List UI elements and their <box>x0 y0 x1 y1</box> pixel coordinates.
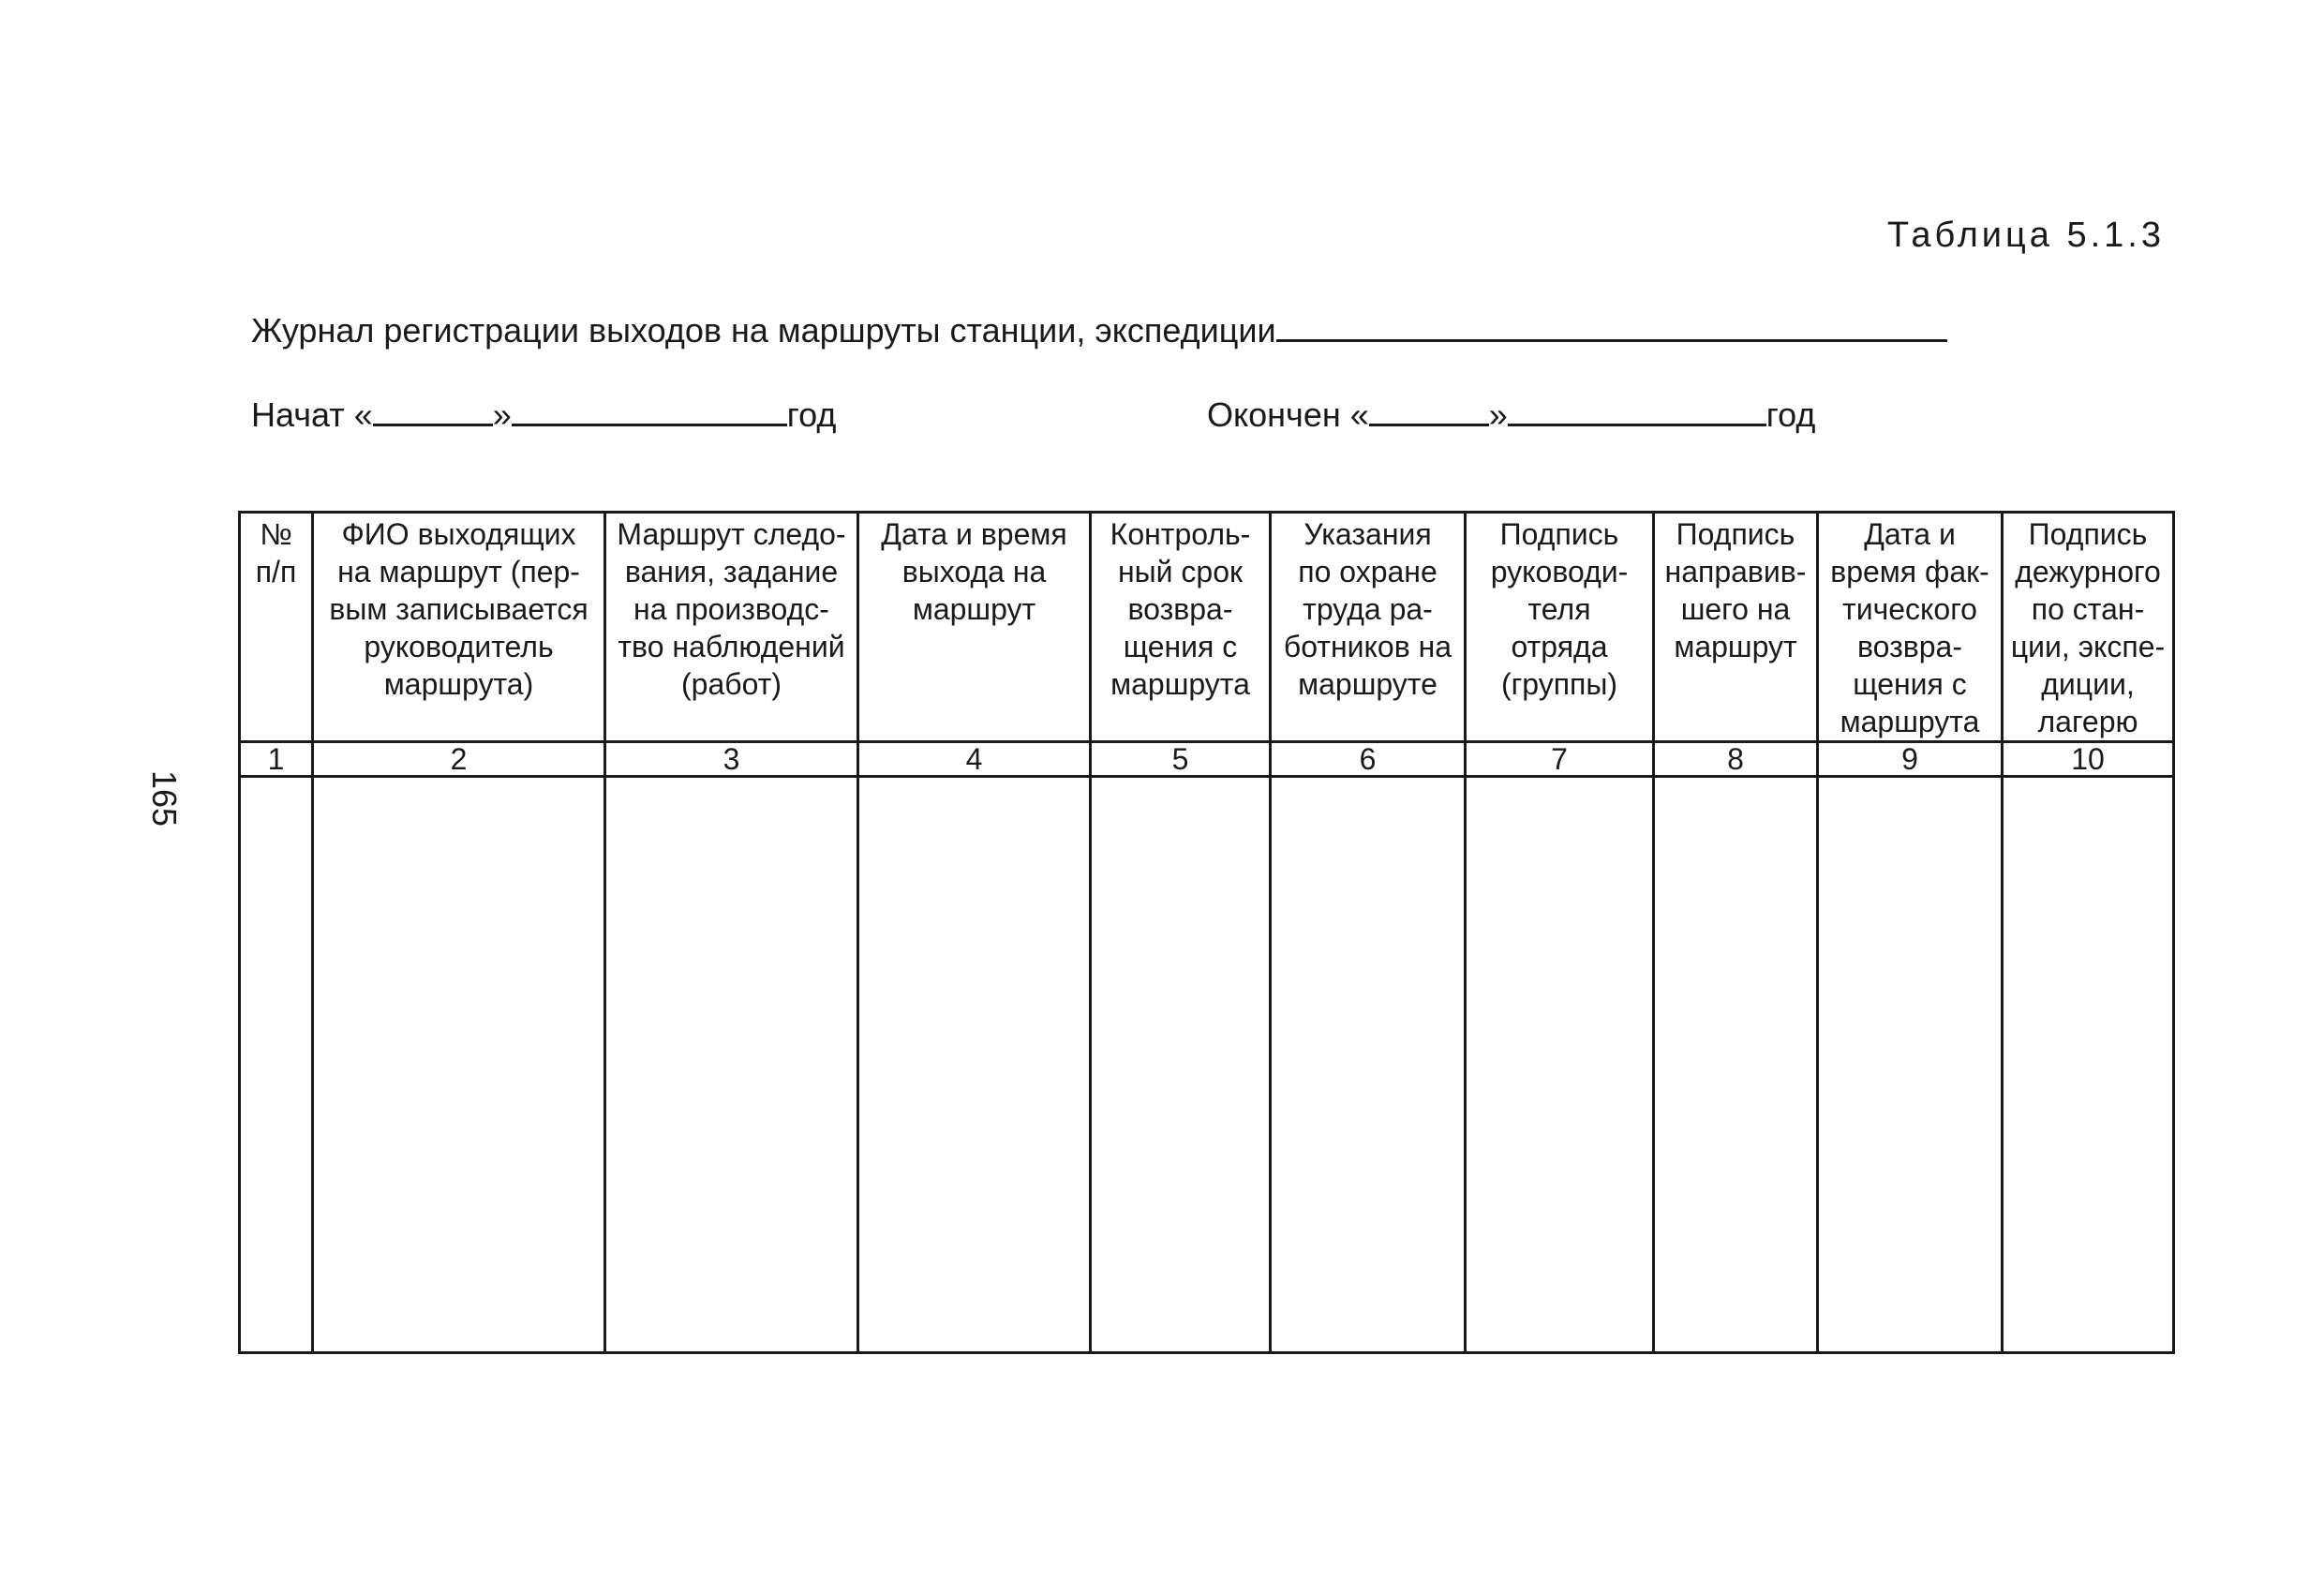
ended-date-line <box>1207 392 1815 435</box>
col-number-2: 2 <box>313 742 605 777</box>
route-log-table <box>238 511 2175 1354</box>
col-number-8: 8 <box>1654 742 1818 777</box>
header-col-5: Контроль- ный срок возвра- щения с маршрута <box>1091 513 1271 742</box>
header-col-2: ФИО выходящих на маршрут (пер- вым записывается руководитель маршрута) <box>313 513 605 742</box>
entry-cell-4 <box>858 777 1091 1353</box>
entry-cell-1 <box>240 777 313 1353</box>
col-number-9: 9 <box>1818 742 2003 777</box>
entry-cell-8 <box>1654 777 1818 1353</box>
started-month-blank <box>512 392 787 426</box>
entry-cell-5 <box>1091 777 1271 1353</box>
header-col-4: Дата и время выхода на маршрут <box>858 513 1091 742</box>
journal-title-line <box>251 307 1947 350</box>
ended-middle: » <box>1488 395 1508 434</box>
table-number: Таблица 5.1.3 <box>1886 216 2165 255</box>
entry-cell-3 <box>605 777 858 1353</box>
started-suffix: год <box>786 395 837 434</box>
header-col-6: Указания по охране труда ра- ботников на маршруте <box>1271 513 1466 742</box>
started-middle: » <box>492 395 512 434</box>
ended-suffix: год <box>1765 395 1816 434</box>
journal-title: Журнал регистрации выходов на маршруты станции, экспедиции <box>251 311 1276 350</box>
header-col-8: Подпись направив- шего на маршрут <box>1654 513 1818 742</box>
page-number: 165 <box>145 770 184 827</box>
header-row <box>240 513 2174 742</box>
header-col-3: Маршрут следо- вания, задание на производс- тво наблюдений (работ) <box>605 513 858 742</box>
entry-cell-10 <box>2003 777 2174 1353</box>
started-date-line <box>251 392 836 435</box>
col-number-7: 7 <box>1466 742 1654 777</box>
started-prefix: Начат « <box>251 395 373 434</box>
entry-cell-6 <box>1271 777 1466 1353</box>
ended-prefix: Окончен « <box>1207 395 1369 434</box>
col-number-10: 10 <box>2003 742 2174 777</box>
col-number-4: 4 <box>858 742 1091 777</box>
col-number-3: 3 <box>605 742 858 777</box>
col-number-5: 5 <box>1091 742 1271 777</box>
col-number-6: 6 <box>1271 742 1466 777</box>
entry-cell-2 <box>313 777 605 1353</box>
column-number-row <box>240 742 2174 777</box>
header-col-9: Дата и время фак- тического возвра- щения с маршрута <box>1818 513 2003 742</box>
expedition-name-blank <box>1276 307 1947 342</box>
header-col-10: Подпись дежурного по стан- ции, экспе- диции, лагерю <box>2003 513 2174 742</box>
entry-cell-7 <box>1466 777 1654 1353</box>
ended-day-blank <box>1369 392 1489 426</box>
header-col-7: Подпись руководи- теля отряда (группы) <box>1466 513 1654 742</box>
entry-row <box>240 777 2174 1353</box>
entry-cell-9 <box>1818 777 2003 1353</box>
header-col-1: № п/п <box>240 513 313 742</box>
col-number-1: 1 <box>240 742 313 777</box>
started-day-blank <box>373 392 493 426</box>
ended-month-blank <box>1508 392 1766 426</box>
